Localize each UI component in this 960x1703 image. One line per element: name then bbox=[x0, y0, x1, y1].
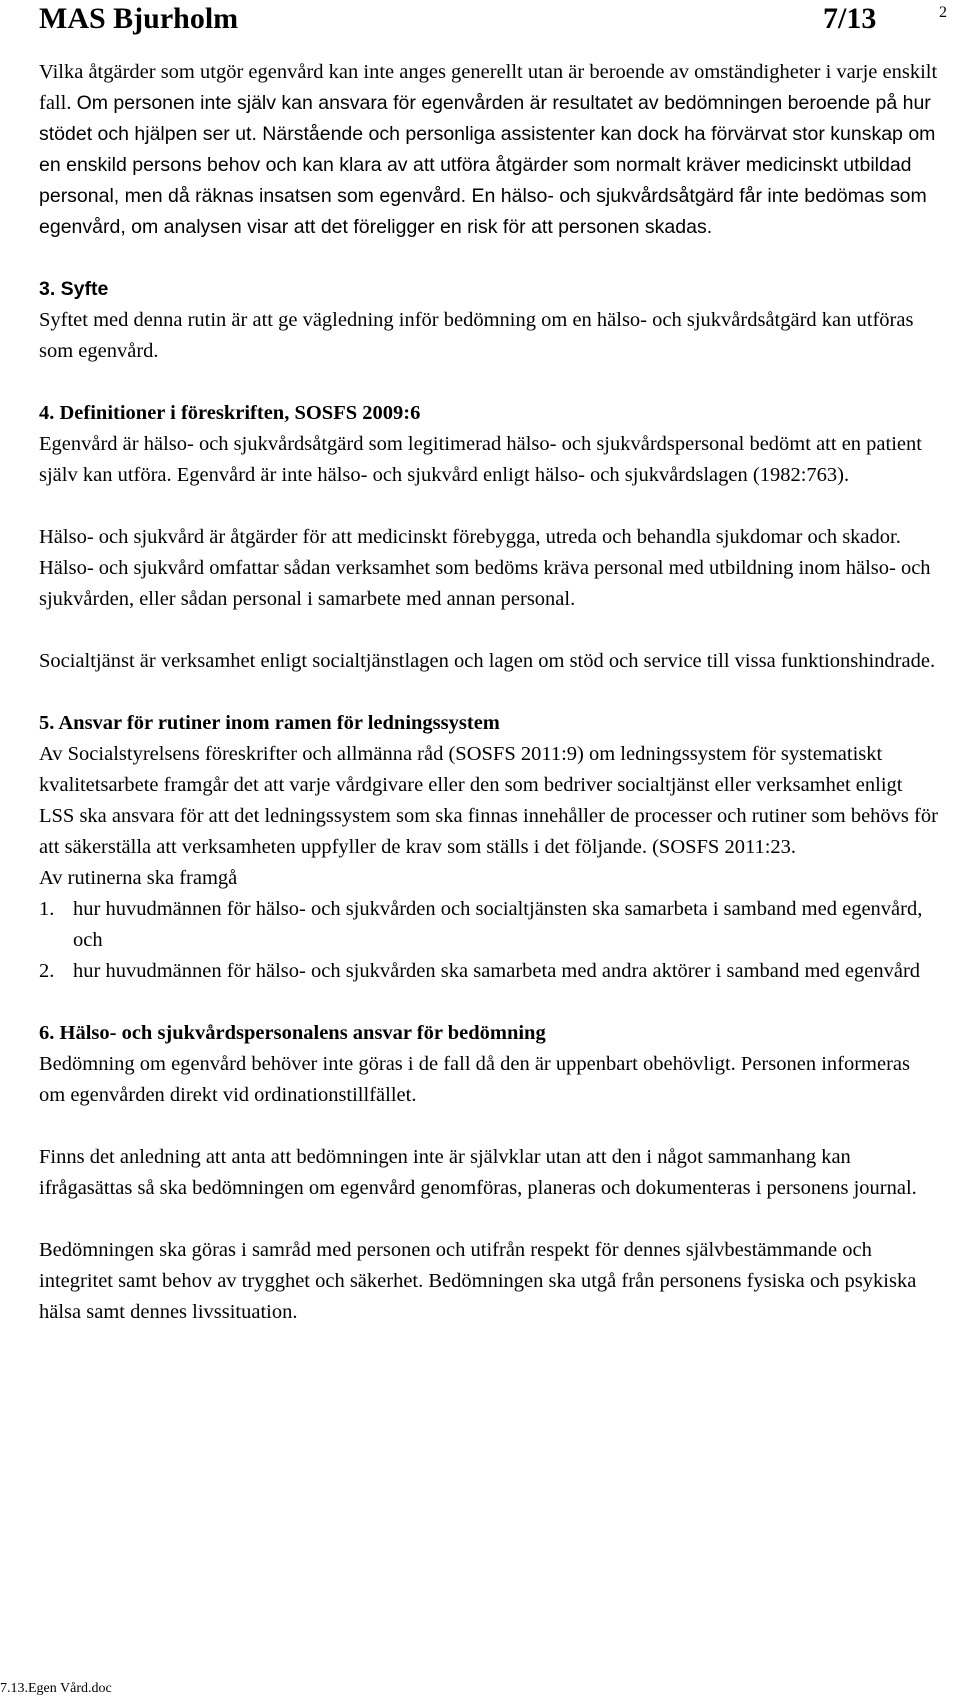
list-item-text: hur huvudmännen för hälso- och sjukvården ska samarbeta med andra aktörer i samband med egenvård bbox=[73, 960, 921, 982]
section-4-heading: 4. Definitioner i föreskriften, SOSFS 2009:6 bbox=[39, 402, 421, 424]
list-item-number: 2. bbox=[39, 960, 55, 982]
list-item bbox=[39, 894, 939, 956]
section-6-heading: 6. Hälso- och sjukvårdspersonalens ansvar för bedömning bbox=[39, 1022, 546, 1044]
list-item bbox=[39, 956, 939, 987]
section-3-text: Syftet med denna rutin är att ge vägledning inför bedömning om en hälso- och sjukvårdsåtgärd kan utföras som egenvård. bbox=[39, 309, 914, 362]
section-6-paragraph-2: Finns det anledning att anta att bedömningen inte är självklar utan att den i något sammanhang kan ifrågasättas så ska bedömningen om egenvård genomföras, planeras och dokumenteras i personens journal. bbox=[39, 1146, 917, 1199]
page-number: 2 bbox=[939, 4, 947, 21]
document-number: 7/13 bbox=[823, 2, 877, 35]
section-4-paragraph-2: Hälso- och sjukvård är åtgärder för att medicinskt förebygga, utreda och behandla sjukdomar och skador. Hälso- och sjukvård omfattar sådan verksamhet som bedöms kräva personal med utbildning inom hälso- och sjukvården, eller sådan personal i samarbete med annan personal. bbox=[39, 526, 931, 610]
section-4-paragraph-1: Egenvård är hälso- och sjukvårdsåtgärd som legitimerad hälso- och sjukvårdspersonal bedömt att en patient själv kan utföra. Egenvård är inte hälso- och sjukvård enligt hälso- och sjukvårdslagen (1982:763). bbox=[39, 433, 922, 486]
document-title: MAS Bjurholm bbox=[39, 2, 239, 35]
intro-text-b: Om personen inte själv kan ansvara för egenvården är resultatet av bedömningen beroende på hur stödet och hjälpen ser ut. Närstående och personliga assistenter kan dock ha förvärvat stor kunskap om en enskild persons behov och kan klara av att utföra åtgärder som normalt kräver medicinskt utbildad personal, men då räknas insatsen som egenvård. En hälso- och sjukvårdsåtgärd får inte bedömas som egenvård, om analysen visar att det föreligger en risk för att personen skadas. bbox=[39, 92, 936, 238]
document-body bbox=[39, 57, 939, 1328]
list-item-text: hur huvudmännen för hälso- och sjukvården och socialtjänsten ska samarbeta i samband med egenvård, och bbox=[73, 898, 923, 951]
section-5-heading: 5. Ansvar för rutiner inom ramen för ledningssystem bbox=[39, 712, 500, 734]
intro-text-a: Vilka åtgärder som utgör egenvård kan inte anges generellt utan är beroende av omständigheter i varje enskilt fall. bbox=[39, 61, 938, 114]
section-5-paragraph-1: Av Socialstyrelsens föreskrifter och allmänna råd (SOSFS 2011:9) om ledningssystem för systematiskt kvalitetsarbete framgår det att varje vårdgivare eller den som bedriver socialtjänst eller verksamhet enligt LSS ska ansvara för att det ledningssystem som ska finnas innehåller de processer och rutiner som behövs för att säkerställa att verksamheten uppfyller de krav som ställs i det följande. (SOSFS 2011:23. bbox=[39, 743, 938, 858]
section-4-paragraph-3: Socialtjänst är verksamhet enligt socialtjänstlagen och lagen om stöd och service till vissa funktionshindrade. bbox=[39, 650, 936, 672]
list-item-number: 1. bbox=[39, 898, 55, 920]
section-5-paragraph-2: Av rutinerna ska framgå bbox=[39, 867, 238, 889]
section-6-paragraph-3: Bedömningen ska göras i samråd med personen och utifrån respekt för dennes självbestämmande och integritet samt behov av trygghet och säkerhet. Bedömningen ska utgå från personens fysiska och psykiska hälsa samt dennes livssituation. bbox=[39, 1239, 917, 1323]
section-3-heading: 3. Syfte bbox=[39, 278, 109, 300]
section-6-paragraph-1: Bedömning om egenvård behöver inte göras i de fall då den är uppenbart obehövligt. Personen informeras om egenvården direkt vid ordinationstillfället. bbox=[39, 1053, 910, 1106]
footer-filename: 7.13.Egen Vård.doc bbox=[0, 1681, 112, 1696]
intro-paragraph bbox=[39, 57, 939, 243]
